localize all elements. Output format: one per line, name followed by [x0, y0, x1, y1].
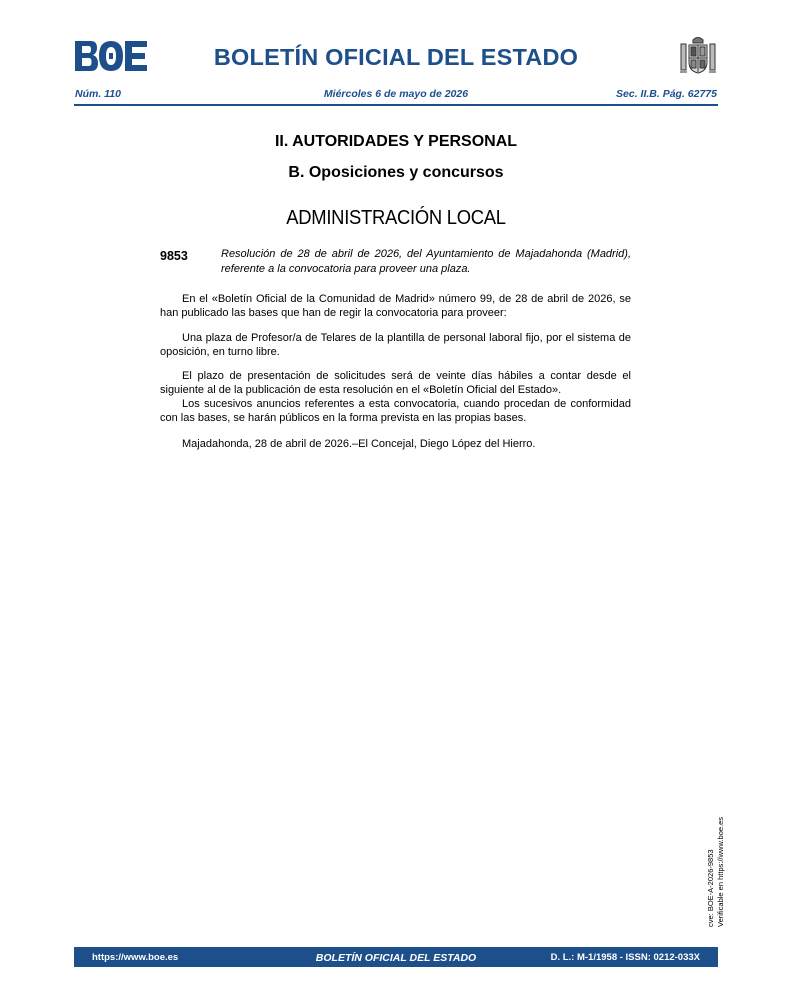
body-paragraph: Una plaza de Profesor/a de Telares de la plantilla de personal laboral fijo, por el sistema de oposición, en turno libre. [160, 332, 631, 358]
subsection-title: B. Oposiciones y concursos [288, 164, 504, 181]
journal-title: BOLETÍN OFICIAL DEL ESTADO [213, 44, 579, 70]
footer-legal-deposit: D. L.: M-1/1958 - ISSN: 0212-033X [550, 952, 700, 963]
verification-url[interactable]: Verificable en https://www.boe.es [715, 816, 725, 927]
coat-of-arms-icon [678, 34, 718, 78]
body-paragraph: Los sucesivos anuncios referentes a esta convocatoria, cuando procedan de conformidad con las bases, se harán públicos en la forma prevista en las propias bases. [160, 398, 631, 424]
section-title: II. AUTORIDADES Y PERSONAL [274, 133, 518, 150]
signature-line: Majadahonda, 28 de abril de 2026.–El Concejal, Diego López del Hierro. [182, 438, 536, 450]
boe-logo [74, 40, 148, 72]
issue-date: Miércoles 6 de mayo de 2026 [323, 88, 469, 100]
resolution-summary: Resolución de 28 de abril de 2026, del Ayuntamiento de Majadahonda (Madrid), referente a la convocatoria para proveer una plaza. [221, 248, 631, 275]
issue-number: Núm. 110 [75, 88, 121, 100]
section-page: Sec. II.B. Pág. 62775 [616, 88, 717, 100]
footer-bar [74, 947, 718, 967]
resolution-number: 9853 [160, 249, 188, 263]
cve-code: cve: BOE-A-2026-9853 [706, 849, 715, 927]
body-paragraph: El plazo de presentación de solicitudes será de veinte días hábiles a contar desde el siguiente al de la publicación de esta resolución en el «Boletín Oficial del Estado». [160, 370, 631, 396]
header-divider [74, 104, 718, 106]
footer-title: BOLETÍN OFICIAL DEL ESTADO [315, 952, 477, 964]
footer-url-link[interactable]: https://www.boe.es [92, 952, 179, 963]
verification-note [706, 797, 732, 927]
body-paragraph: En el «Boletín Oficial de la Comunidad de Madrid» número 99, de 28 de abril de 2026, se han publicado las bases que han de regir la convocatoria para proveer: [160, 293, 631, 319]
administration-title: ADMINISTRACIÓN LOCAL [286, 207, 506, 229]
